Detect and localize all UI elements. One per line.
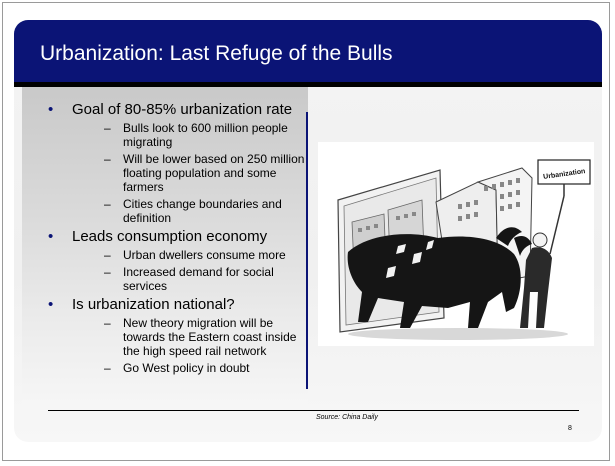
bullet-item <box>48 228 308 293</box>
sub-bullet-item <box>72 152 308 194</box>
dash-icon: – <box>104 121 111 135</box>
bullet-dot-icon: • <box>48 296 54 313</box>
sub-bullet-item <box>72 121 308 149</box>
sub-bullet-text: Go West policy in doubt <box>123 361 250 375</box>
sub-bullet-list <box>72 248 308 293</box>
sub-bullet-text: Urban dwellers consume more <box>123 248 286 262</box>
slide-title: Urbanization: Last Refuge of the Bulls <box>40 42 393 65</box>
footer-rule <box>48 410 579 411</box>
dash-icon: – <box>104 265 111 279</box>
bullet-item <box>48 101 308 225</box>
sub-bullet-text: New theory migration will be towards the Eastern coast inside the high speed rail network <box>123 316 297 358</box>
dash-icon: – <box>104 316 111 330</box>
bullet-dot-icon: • <box>48 101 54 118</box>
sub-bullet-text: Cities change boundaries and definition <box>123 197 282 225</box>
bullet-text: Is urbanization national? <box>72 296 235 313</box>
sub-bullet-item <box>72 248 308 262</box>
page-number: 8 <box>568 425 572 432</box>
bullet-text: Goal of 80-85% urbanization rate <box>72 101 293 118</box>
bullet-dot-icon: • <box>48 228 54 245</box>
cartoon-sign-text: Urbanization <box>542 168 586 181</box>
bullet-item <box>48 296 308 375</box>
sub-bullet-item <box>72 197 308 225</box>
sub-bullet-text: Increased demand for social services <box>123 265 274 293</box>
sub-bullet-list <box>72 316 308 375</box>
dash-icon: – <box>104 248 111 262</box>
sub-bullet-list <box>72 121 308 225</box>
sub-bullet-text: Bulls look to 600 million people migrating <box>123 121 288 149</box>
dash-icon: – <box>104 361 111 375</box>
dash-icon: – <box>104 197 111 211</box>
sub-bullet-item <box>72 316 308 358</box>
bull-cartoon-image <box>318 142 594 346</box>
sub-bullet-item <box>72 265 308 293</box>
source-caption: Source: China Daily <box>316 414 378 421</box>
sub-bullet-text: Will be lower based on 250 million floating population and some farmers <box>123 152 305 194</box>
bullet-text: Leads consumption economy <box>72 228 268 245</box>
dash-icon: – <box>104 152 111 166</box>
bull-cartoon-illustration <box>318 142 594 346</box>
sub-bullet-item <box>72 361 308 375</box>
bullet-list <box>48 101 308 378</box>
